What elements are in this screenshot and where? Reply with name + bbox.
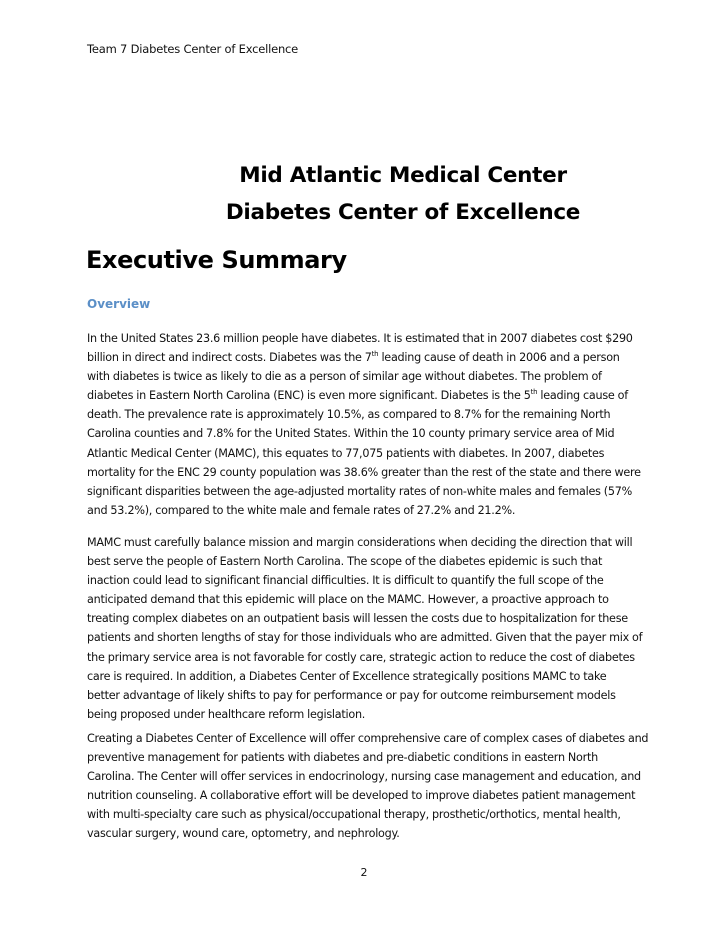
text-line: Carolina counties and 7.8% for the United States. Within the 10 county primary service area of Mid bbox=[87, 427, 615, 441]
text-line: patients and shorten lengths of stay for those individuals who are admitted. Given that the payer mix of bbox=[87, 631, 643, 645]
text-line: death. The prevalence rate is approximately 10.5%, as compared to 8.7% for the remaining North bbox=[87, 408, 611, 422]
overview-subheading: Overview bbox=[87, 297, 151, 311]
page-number: 2 bbox=[360, 866, 368, 879]
text-line: In the United States 23.6 million people have diabetes. It is estimated that in 2007 diabetes cost $290 bbox=[87, 332, 633, 345]
paragraph-overview-2 bbox=[87, 533, 647, 724]
text-line: the primary service area is not favorable for costly care, strategic action to reduce the cost of diabetes bbox=[87, 650, 635, 664]
text-span: leading cause of death in 2006 and a person bbox=[378, 351, 620, 365]
text-line: treating complex diabetes on an outpatient basis will lessen the costs due to hospitalization for these bbox=[87, 612, 628, 626]
text-line: care is required. In addition, a Diabetes Center of Excellence strategically positions MAMC to take bbox=[87, 669, 607, 683]
text-line: with multi-specialty care such as physical/occupational therapy, prosthetic/orthotics, mental health, bbox=[87, 808, 621, 822]
text-line: vascular surgery, wound care, optometry, and nephrology. bbox=[87, 827, 400, 841]
text-line: best serve the people of Eastern North Carolina. The scope of the diabetes epidemic is such that bbox=[87, 555, 603, 569]
text-line: and 53.2%), compared to the white male and female rates of 27.2% and 21.2%. bbox=[87, 503, 516, 517]
superscript-ordinal: th bbox=[530, 388, 538, 397]
paragraph-overview-1 bbox=[87, 329, 647, 520]
title-line-2: Diabetes Center of Excellence bbox=[225, 200, 581, 225]
superscript-ordinal: th bbox=[371, 350, 379, 359]
text-line: preventive management for patients with diabetes and pre-diabetic conditions in eastern North bbox=[87, 751, 598, 765]
text-line: with diabetes is twice as likely to die as a person of similar age without diabetes. The problem of bbox=[87, 370, 602, 384]
section-heading: Executive Summary bbox=[86, 246, 347, 274]
title-line-1: Mid Atlantic Medical Center bbox=[239, 163, 567, 188]
text-line: being proposed under healthcare reform legislation. bbox=[87, 707, 366, 721]
paragraph-overview-3 bbox=[87, 729, 647, 844]
text-line: nutrition counseling. A collaborative effort will be developed to improve diabetes patient management bbox=[87, 789, 636, 803]
text-line: anticipated demand that this epidemic will place on the MAMC. However, a proactive approach to bbox=[87, 593, 609, 607]
text-span: diabetes in Eastern North Carolina (ENC) is even more significant. Diabetes is the 5 bbox=[87, 389, 531, 403]
text-span: billion in direct and indirect costs. Diabetes was the 7 bbox=[87, 351, 372, 365]
text-line: Carolina. The Center will offer services in endocrinology, nursing case management and education, and bbox=[87, 770, 641, 784]
document-title bbox=[0, 157, 728, 231]
text-line: better advantage of likely shifts to pay for performance or pay for outcome reimbursement models bbox=[87, 688, 616, 702]
text-line: mortality for the ENC 29 county population was 38.6% greater than the rest of the state and there were bbox=[87, 465, 641, 479]
text-line: significant disparities between the age-adjusted mortality rates of non-white males and females (57% bbox=[87, 484, 632, 498]
text-line: MAMC must carefully balance mission and margin considerations when deciding the direction that will bbox=[87, 536, 633, 549]
running-header: Team 7 Diabetes Center of Excellence bbox=[87, 42, 299, 56]
text-line: Creating a Diabetes Center of Excellence will offer comprehensive care of complex cases of diabetes and bbox=[87, 732, 649, 745]
text-span: leading cause of bbox=[537, 389, 628, 403]
text-line: inaction could lead to significant financial difficulties. It is difficult to quantify the full scope of the bbox=[87, 574, 604, 588]
text-line bbox=[87, 348, 647, 367]
text-line: Atlantic Medical Center (MAMC), this equates to 77,075 patients with diabetes. In 2007, diabetes bbox=[87, 446, 605, 460]
text-line bbox=[87, 386, 647, 405]
